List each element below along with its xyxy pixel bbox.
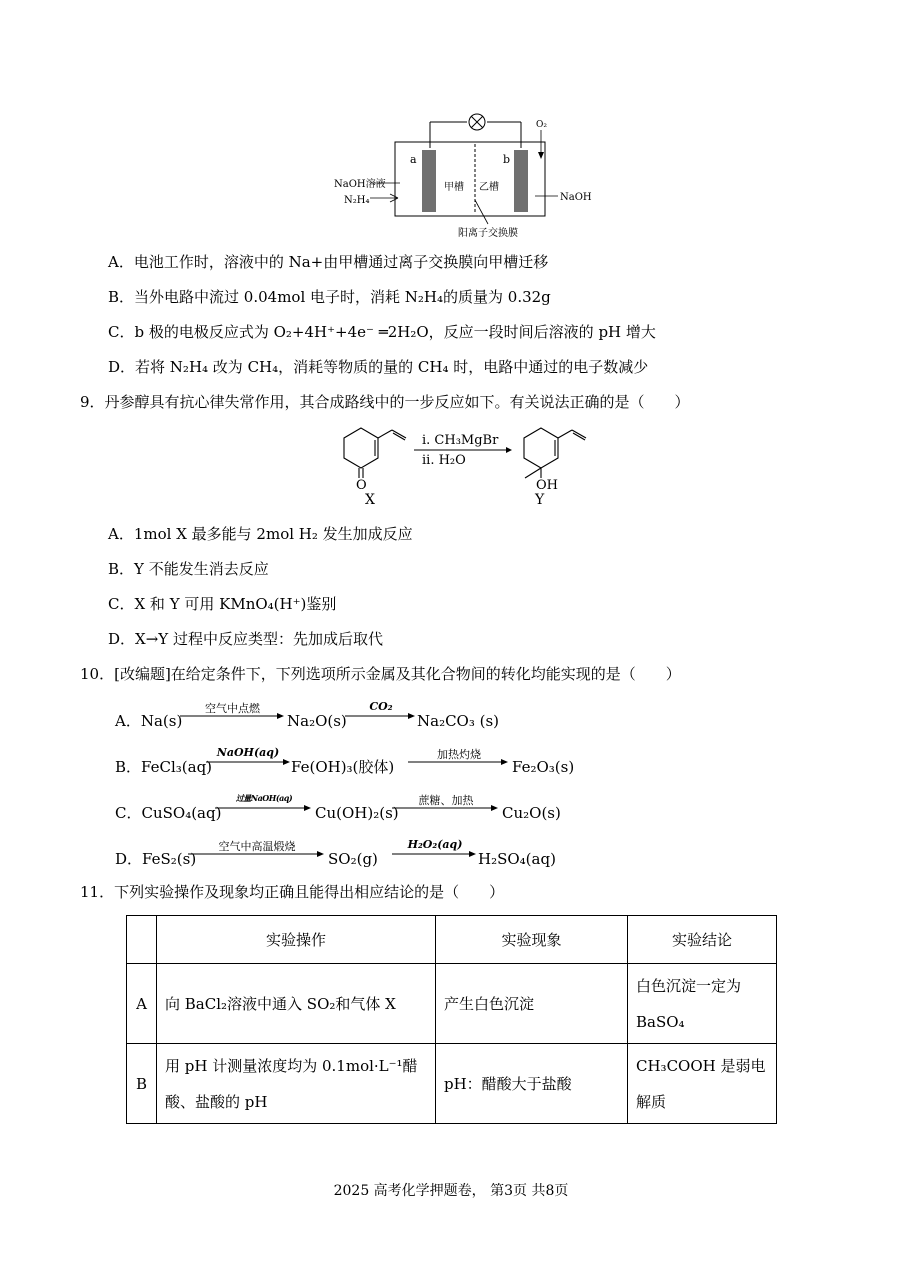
table-row xyxy=(127,964,777,1044)
reaction-scheme xyxy=(330,422,590,508)
arrow-a1 xyxy=(180,700,285,722)
q8-option-c xyxy=(108,322,656,342)
option-letter: B． xyxy=(108,560,135,578)
label-o2: O₂ xyxy=(536,120,547,130)
option-text: 当外电路中流过 0.04mol 电子时，消耗 N₂H₄的质量为 0.32g xyxy=(134,288,551,306)
q10-a-s2: Na₂O(s) xyxy=(287,712,347,730)
conclusion-line-1: 白色沉淀一定为 xyxy=(636,976,742,995)
label-oh: OH xyxy=(536,478,558,493)
condition: 蔗糖、加热 xyxy=(418,794,474,807)
conclusion-line-2: BaSO₄ xyxy=(636,1012,685,1031)
reagent-1: i. CH₃MgBr xyxy=(422,433,499,448)
species: CuSO₄(aq) xyxy=(141,804,222,822)
q8-option-a xyxy=(108,252,548,272)
operation-line-1: 向 BaCl₂溶液中通入 SO₂和气体 X xyxy=(165,995,396,1013)
conclusion-line-2: 解质 xyxy=(636,1092,667,1111)
option-text: b 极的电极反应式为 O₂+4H⁺+4e⁻ ═2H₂O，反应一段时间后溶液的 pH 增大 xyxy=(134,323,656,341)
table-row xyxy=(127,1044,777,1124)
option-letter: A． xyxy=(108,253,134,271)
option-text: X 和 Y 可用 KMnO₄(H⁺)鉴别 xyxy=(134,595,337,613)
label-y: Y xyxy=(535,492,545,508)
arrow-d2 xyxy=(392,838,478,860)
option-letter: A． xyxy=(115,712,141,730)
operation-line-1: 用 pH 计测量浓度均为 0.1mol·L⁻¹醋 xyxy=(165,1056,418,1075)
row-key: B xyxy=(127,1044,157,1124)
q10-b-s3: Fe₂O₃(s) xyxy=(512,758,575,776)
table-header-row xyxy=(127,916,777,964)
molecule-y xyxy=(524,428,586,478)
conclusion-line-1: CH₃COOH 是弱电 xyxy=(636,1056,766,1075)
q9-option-a xyxy=(108,524,413,544)
q9-option-b xyxy=(108,559,269,579)
operation-cell xyxy=(157,1044,436,1124)
option-letter: B． xyxy=(108,288,135,306)
label-yi: 乙槽 xyxy=(479,182,499,193)
molecule-x xyxy=(344,428,406,478)
condition: 过量NaOH(aq) xyxy=(235,793,293,803)
q9-option-c xyxy=(108,594,336,614)
arrow-c2 xyxy=(392,792,500,814)
electrode-b xyxy=(514,150,528,212)
option-text: 1mol X 最多能与 2mol H₂ 发生加成反应 xyxy=(133,525,413,543)
q10-d-s3: H₂SO₄(aq) xyxy=(478,850,556,868)
header-cell: 实验现象 xyxy=(436,916,628,964)
arrow-b1 xyxy=(206,746,290,768)
q10-c-s2: Cu(OH)₂(s) xyxy=(315,804,399,822)
q8-option-d xyxy=(108,357,648,377)
label-o: O xyxy=(356,478,367,493)
option-text: 电池工作时，溶液中的 Na+由甲槽通过离子交换膜向甲槽迁移 xyxy=(133,253,549,271)
option-letter: C． xyxy=(108,323,135,341)
species: Na(s) xyxy=(140,712,183,730)
phenomenon-cell: 产生白色沉淀 xyxy=(436,964,628,1044)
label-naoh: NaOH xyxy=(560,192,592,203)
q10-b-s2: Fe(OH)₃(胶体) xyxy=(291,758,395,776)
header-cell: 实验结论 xyxy=(628,916,777,964)
option-letter: D． xyxy=(108,630,136,648)
species: FeCl₃(aq) xyxy=(141,758,213,776)
option-letter: D． xyxy=(108,358,136,376)
option-letter: A． xyxy=(108,525,134,543)
page-footer: 2025 高考化学押题卷， 第3页 共8页 xyxy=(333,1183,569,1199)
option-letter: D． xyxy=(115,850,143,868)
conclusion-cell xyxy=(628,964,777,1044)
option-letter: C． xyxy=(115,804,142,822)
arrow-a2 xyxy=(345,700,417,722)
option-text: 若将 N₂H₄ 改为 CH₄，消耗等物质的量的 CH₄ 时，电路中通过的电子数减少 xyxy=(135,358,649,376)
header-cell: 实验操作 xyxy=(157,916,436,964)
arrow-b2 xyxy=(408,746,510,768)
q10-option-b xyxy=(115,757,212,777)
row-key: A xyxy=(127,964,157,1044)
label-x: X xyxy=(365,492,375,508)
q8-option-b xyxy=(108,287,551,307)
q9-option-d xyxy=(108,629,383,649)
q10-option-a xyxy=(115,711,182,731)
condition: 空气中高温煅烧 xyxy=(218,840,296,853)
q10-d-s2: SO₂(g) xyxy=(328,850,378,868)
arrow-c1 xyxy=(215,792,313,814)
option-letter: B． xyxy=(115,758,142,776)
condition: H₂O₂(aq) xyxy=(407,838,463,851)
label-membrane: 阳离子交换膜 xyxy=(458,228,518,239)
label-n2h4: N₂H₄ xyxy=(344,195,370,206)
q11-stem: 11．下列实验操作及现象均正确且能得出相应结论的是（ ） xyxy=(80,883,505,901)
condition: NaOH(aq) xyxy=(216,746,280,759)
reagent-2: ii. H₂O xyxy=(422,453,466,468)
fuel-cell-diagram xyxy=(330,108,600,243)
q10-a-s3: Na₂CO₃ (s) xyxy=(417,712,500,730)
q10-stem: 10．[改编题]在给定条件下，下列选项所示金属及其化合物间的转化均能实现的是（ ） xyxy=(80,665,681,683)
phenomenon-cell: pH：醋酸大于盐酸 xyxy=(436,1044,628,1124)
q10-option-d xyxy=(115,849,196,869)
arrow-d1 xyxy=(188,838,326,860)
condition: 空气中点燃 xyxy=(205,702,260,715)
label-b: b xyxy=(503,153,511,166)
operation-line-2: 酸、盐酸的 pH xyxy=(165,1092,268,1111)
label-naoh-solution: NaOH溶液 xyxy=(334,179,386,190)
experiment-table xyxy=(126,915,777,1124)
species: FeS₂(s) xyxy=(142,850,197,868)
q9-stem: 9．丹参醇具有抗心律失常作用，其合成路线中的一步反应如下。有关说法正确的是（ ） xyxy=(80,393,690,411)
header-cell xyxy=(127,916,157,964)
label-a: a xyxy=(410,153,417,166)
electrode-a xyxy=(422,150,436,212)
label-jia: 甲槽 xyxy=(444,182,464,193)
option-letter: C． xyxy=(108,595,135,613)
operation-cell xyxy=(157,964,436,1044)
option-text: X→Y 过程中反应类型：先加成后取代 xyxy=(135,630,383,648)
condition: 加热灼烧 xyxy=(437,748,481,761)
option-text: Y 不能发生消去反应 xyxy=(134,560,269,578)
conclusion-cell xyxy=(628,1044,777,1124)
q10-option-c xyxy=(115,803,221,823)
condition: CO₂ xyxy=(369,700,393,713)
q10-c-s3: Cu₂O(s) xyxy=(502,804,561,822)
